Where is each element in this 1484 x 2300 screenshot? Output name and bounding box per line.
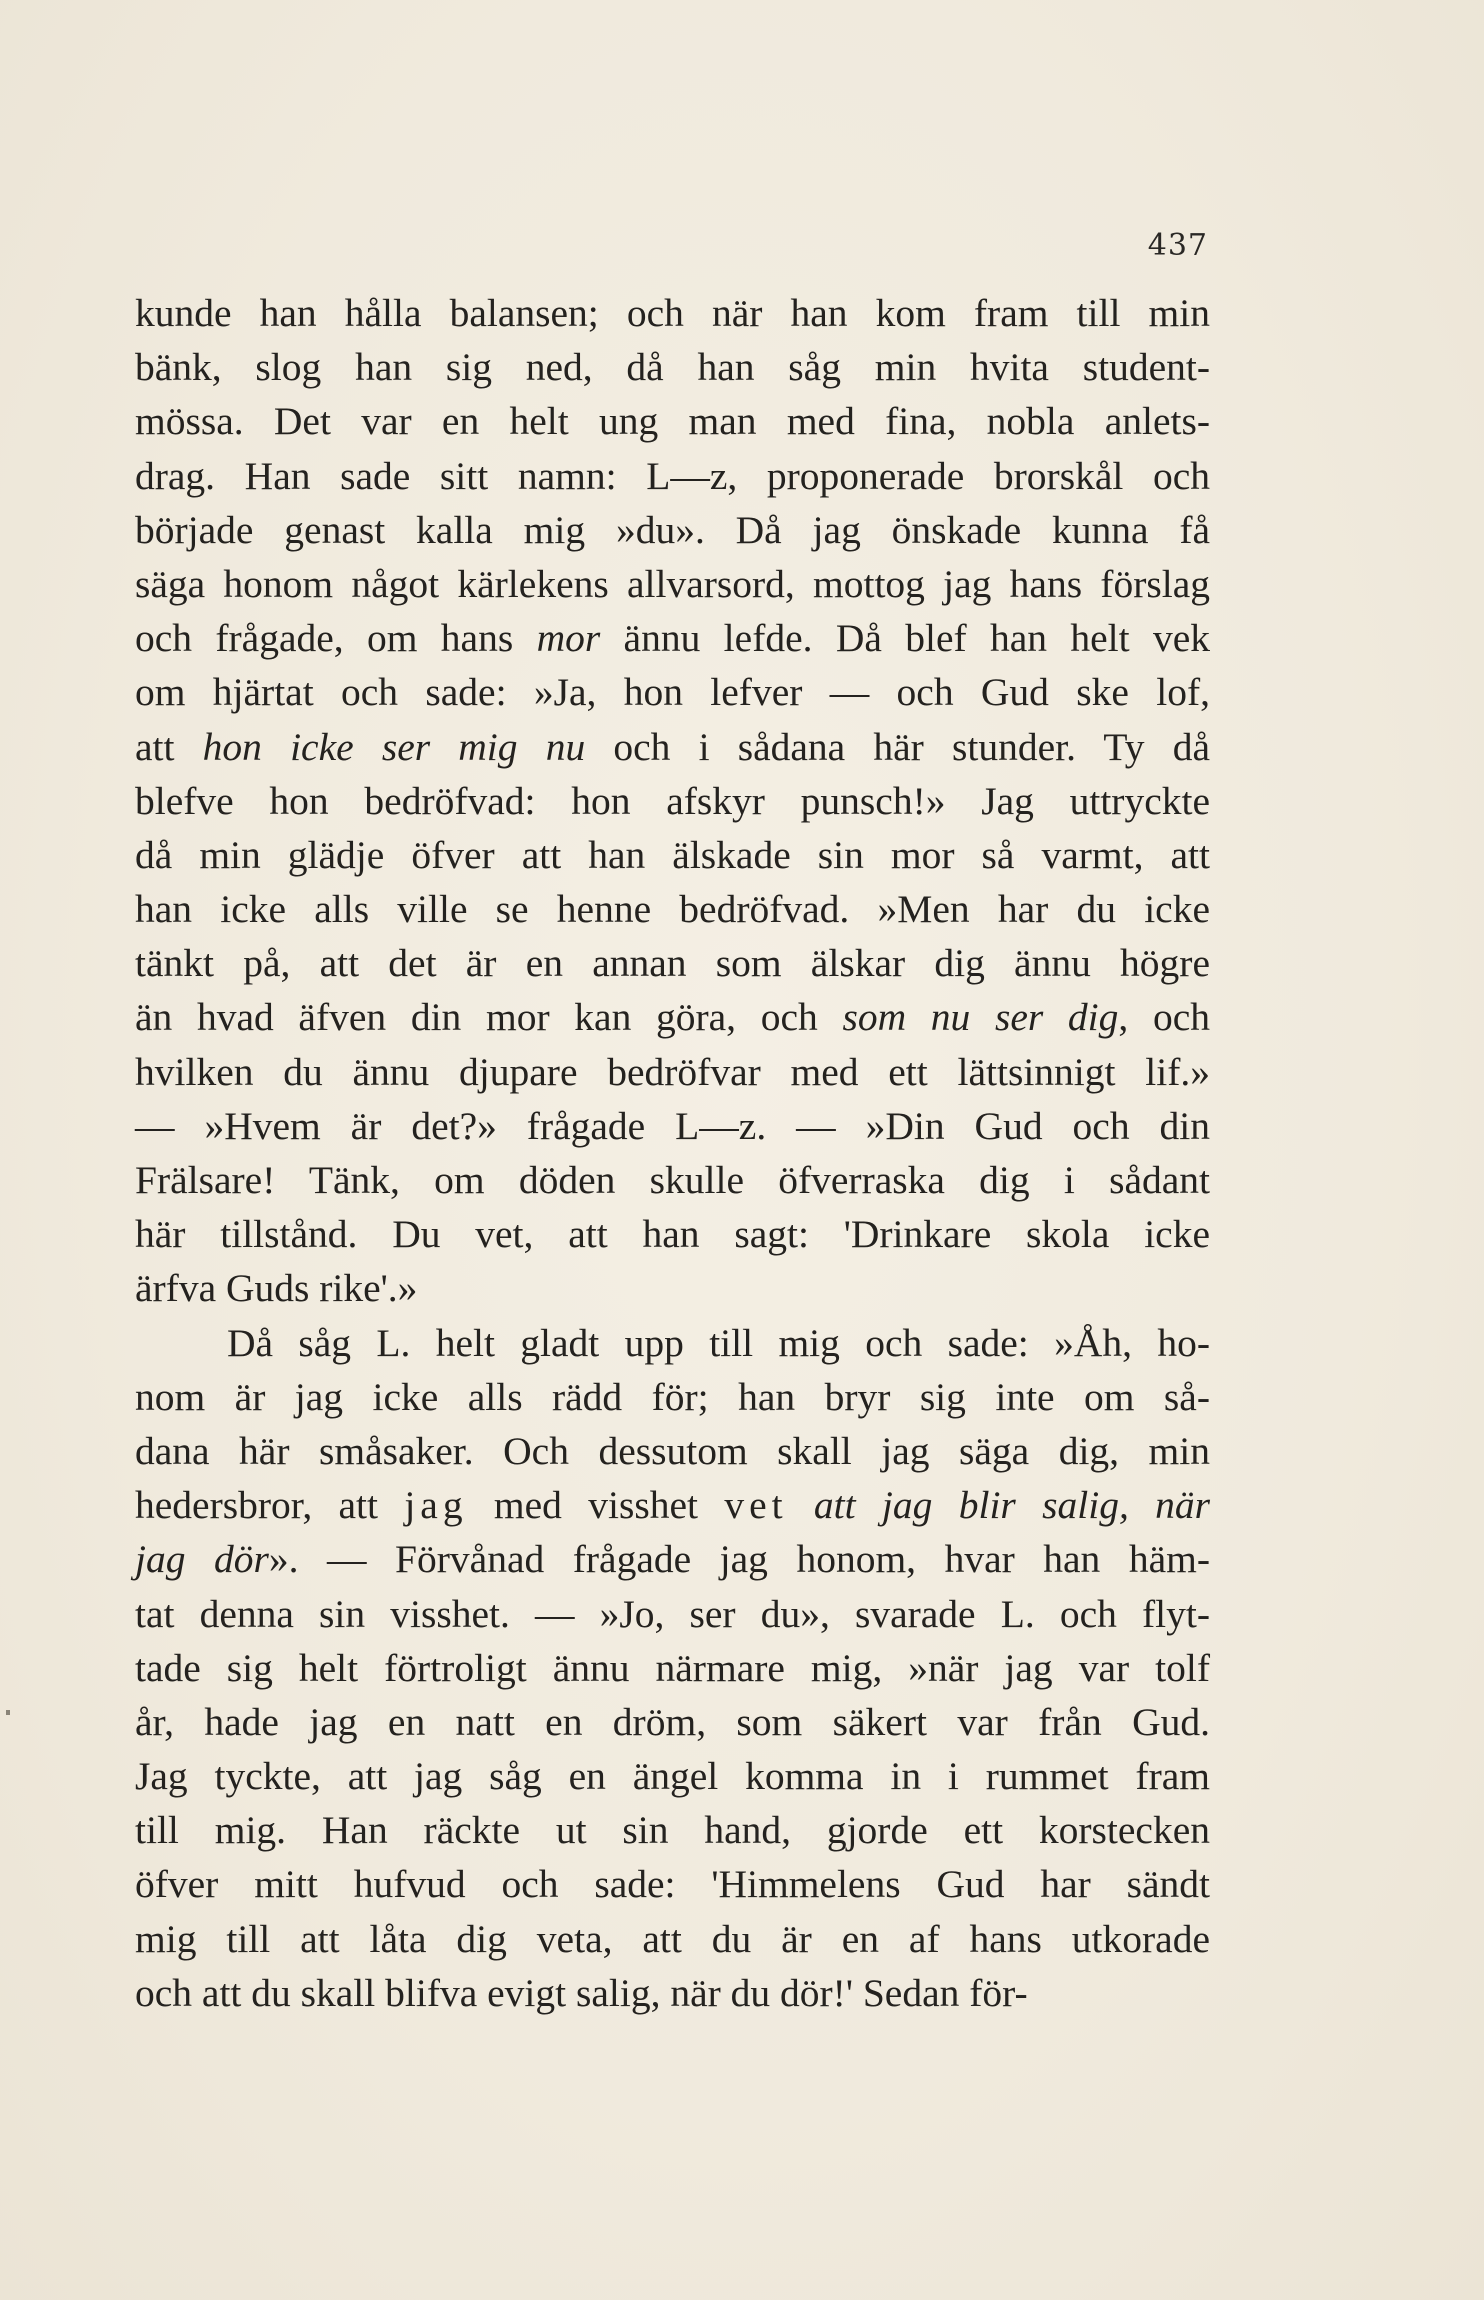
margin-speck: [6, 1710, 10, 1715]
text-segment: med visshet: [467, 1483, 725, 1528]
text-line: [135, 340, 1210, 394]
text-line: [135, 1641, 1210, 1695]
text-line: [135, 1370, 1210, 1424]
text-segment: Frälsare! Tänk, om döden skulle öfverraska dig i sådant: [135, 1158, 1210, 1202]
text-line: [135, 1749, 1210, 1803]
italic-text: att jag blir salig, när: [813, 1483, 1211, 1528]
text-segment: till mig. Han räckte ut sin hand, gjorde ett korstecken: [135, 1808, 1210, 1853]
text-line: [135, 828, 1210, 882]
text-segment: år, hade jag en natt en dröm, som säkert var från Gud.: [135, 1699, 1210, 1744]
page-number: 437: [1147, 228, 1208, 263]
text-line: [135, 1207, 1210, 1261]
text-line: [135, 503, 1210, 557]
text-segment: han icke alls ville se henne bedröfvad. »Men har du icke: [135, 887, 1210, 932]
text-segment: ». — Förvånad frågade jag honom, hvar han häm-: [268, 1537, 1210, 1582]
text-line: [135, 1424, 1210, 1478]
text-line: [135, 1695, 1210, 1749]
text-segment: Då såg L. helt gladt upp till mig och sade: »Åh, ho-: [227, 1320, 1210, 1365]
text-line: [135, 1153, 1210, 1207]
text-segment: nom är jag icke alls rädd för; han bryr sig inte om så-: [135, 1374, 1210, 1419]
text-line: [135, 990, 1210, 1044]
text-line: [135, 1261, 1210, 1315]
text-segment: om hjärtat och sade: »Ja, hon lefver — och Gud ske lof,: [135, 670, 1210, 715]
emphasized-text: jag: [404, 1483, 468, 1528]
text-segment: — »Hvem är det?» frågade L—z. — »Din Gud och din: [135, 1103, 1210, 1148]
text-line: [135, 774, 1210, 828]
italic-text: som nu ser dig: [842, 995, 1119, 1040]
text-segment: ännu lefde. Då blef han helt vek: [600, 616, 1210, 661]
text-segment: tänkt på, att det är en annan som älskar dig ännu högre: [135, 941, 1210, 986]
text-segment: mössa. Det var en helt ung man med fina, nobla anlets-: [135, 399, 1210, 444]
text-segment: och i sådana här stunder. Ty då: [585, 724, 1210, 769]
text-line: [135, 449, 1210, 503]
text-segment: här tillstånd. Du vet, att han sagt: 'Drinkare skola icke: [135, 1212, 1210, 1257]
text-segment: tat denna sin visshet. — »Jo, ser du», svarade L. och flyt-: [135, 1591, 1210, 1636]
text-line: [135, 1966, 1210, 2020]
text-segment: dana här småsaker. Och dessutom skall jag säga dig, min: [135, 1428, 1210, 1473]
text-line: [135, 557, 1210, 611]
text-segment: då min glädje öfver att han älskade sin mor så varmt, att: [135, 832, 1210, 877]
text-line: [135, 1803, 1210, 1857]
text-line: [135, 665, 1210, 719]
text-segment: och att du skall blifva evigt salig, när du dör!' Sedan för-: [135, 1970, 1028, 2015]
text-segment: mig till att låta dig veta, att du är en af hans utkorade: [135, 1916, 1210, 1961]
text-line: [135, 1099, 1210, 1153]
text-segment: kunde han hålla balansen; och när han kom fram till min: [135, 291, 1210, 335]
text-line: [135, 720, 1210, 774]
text-segment: drag. Han sade sitt namn: L—z, proponerade brorskål och: [135, 453, 1210, 498]
text-line: [135, 1478, 1210, 1532]
text-segment: bänk, slog han sig ned, då han såg min hvita student-: [135, 345, 1210, 390]
text-segment: hedersbror, att: [135, 1483, 405, 1528]
emphasized-text: vet: [724, 1483, 788, 1528]
text-line: [135, 394, 1210, 448]
text-line: [135, 1587, 1210, 1641]
text-segment: tade sig helt förtroligt ännu närmare mig, »när jag var tolf: [135, 1645, 1210, 1690]
text-segment: började genast kalla mig »du». Då jag önskade kunna få: [135, 507, 1210, 552]
text-line: [135, 882, 1210, 936]
text-segment: [788, 1483, 814, 1527]
text-line: [135, 1857, 1210, 1911]
italic-text: hon icke ser mig nu: [202, 724, 586, 769]
text-line: [135, 1316, 1210, 1370]
text-line: [135, 936, 1210, 990]
body-text: [135, 286, 1210, 2020]
text-segment: än hvad äfven din mor kan göra, och: [135, 995, 843, 1040]
text-segment: Jag tyckte, att jag såg en ängel komma in i rummet fram: [135, 1754, 1210, 1799]
text-segment: öfver mitt hufvud och sade: 'Himmelens Gud har sändt: [135, 1862, 1210, 1907]
text-line: [135, 1532, 1210, 1586]
text-line: [135, 1045, 1210, 1099]
text-segment: , och: [1118, 995, 1210, 1040]
text-segment: ärfva Guds rike'.»: [135, 1266, 418, 1311]
text-line: [135, 1912, 1210, 1966]
text-segment: säga honom något kärlekens allvarsord, mottog jag hans förslag: [135, 561, 1210, 606]
text-segment: blefve hon bedröfvad: hon afskyr punsch!» Jag uttryckte: [135, 778, 1210, 823]
text-segment: att: [135, 724, 203, 769]
text-segment: hvilken du ännu djupare bedröfvar med ett lättsinnigt lif.»: [135, 1049, 1210, 1094]
text-line: [135, 611, 1210, 665]
italic-text: mor: [536, 616, 601, 661]
text-line: [135, 286, 1210, 340]
italic-text: jag dör: [135, 1537, 269, 1582]
text-segment: och frågade, om hans: [135, 616, 537, 661]
